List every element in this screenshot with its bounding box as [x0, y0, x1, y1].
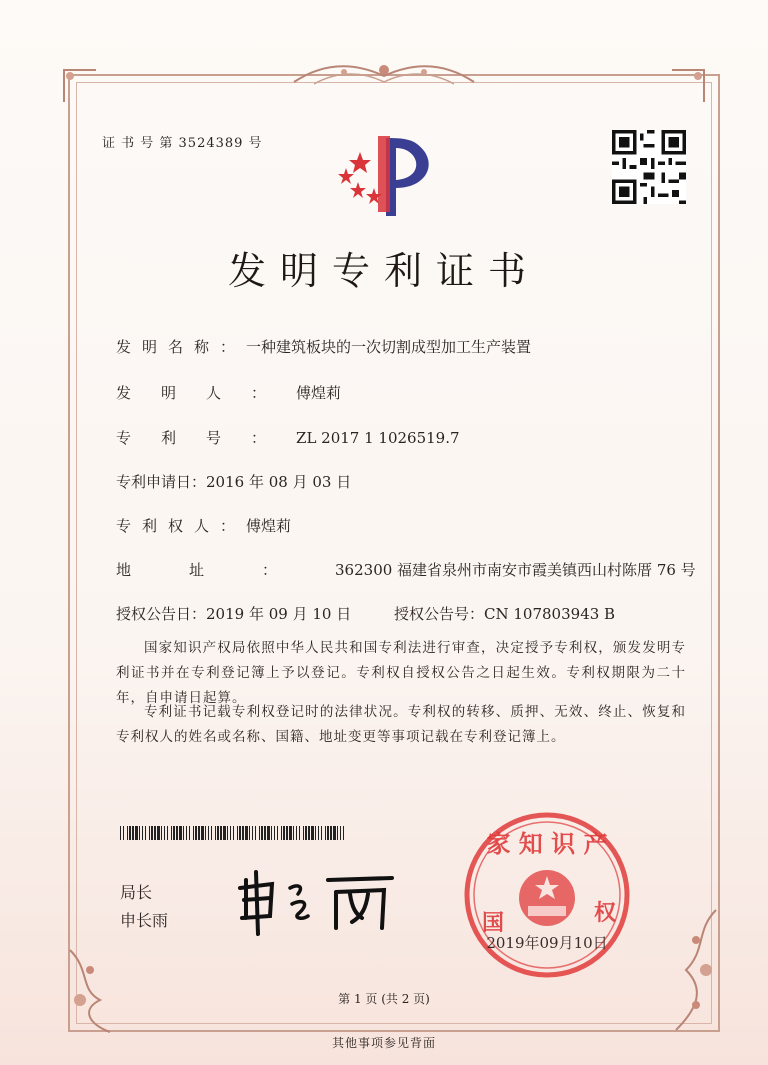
grant-date-row	[116, 603, 351, 624]
corner-ornament-icon	[60, 66, 100, 106]
director-title: 局长	[120, 883, 153, 902]
page-title: 发明专利证书	[227, 249, 540, 293]
legal-paragraph-2: 专利证书记载专利权登记时的法律状况。专利权的转移、质押、无效、终止、恢复和专利权人的姓名或名称、国籍、地址变更等事项记载在专利登记簿上。	[116, 704, 686, 745]
official-seal-icon	[462, 810, 632, 980]
barcode-icon	[120, 826, 346, 840]
top-ornament-icon	[284, 58, 484, 90]
patentee-value: 傅煌莉	[246, 517, 292, 535]
inventor-value: 傅煌莉	[296, 384, 342, 402]
address-value: 362300 福建省泉州市南安市霞美镇西山村陈厝 76 号	[335, 561, 696, 579]
inventor-row	[116, 382, 341, 403]
corner-ornament-icon	[668, 66, 708, 106]
address-label: 地址：	[116, 561, 336, 579]
invention-name-label: 发明名称：	[116, 338, 247, 356]
grant-date-value: 2019 年 09 月 10 日	[206, 605, 352, 623]
svg-text:家 知 识 产: 家 知 识 产	[486, 830, 608, 858]
certificate-number: 证 书 号 第 3524389 号	[102, 136, 263, 151]
svg-text:权: 权	[594, 901, 617, 926]
footer-note: 其他事项参见背面	[331, 1036, 436, 1050]
patent-number-label: 专利号：	[116, 429, 297, 447]
patentee-row	[116, 515, 291, 536]
page-number: 第 1 页 (共 2 页)	[338, 992, 430, 1006]
patent-office-logo-icon	[330, 128, 450, 224]
qr-code-icon	[612, 130, 686, 204]
application-date-row	[116, 471, 351, 492]
inventor-label: 发明人：	[116, 384, 297, 402]
patentee-label: 专利权人：	[116, 517, 247, 535]
grant-number-row	[394, 603, 615, 624]
application-date-label: 专利申请日：	[116, 473, 207, 491]
seal-date: 2019年09月10日	[486, 934, 608, 952]
patent-number-value: ZL 2017 1 1026519.7	[296, 429, 460, 447]
grant-date-label: 授权公告日：	[116, 605, 207, 623]
patent-number-row	[116, 427, 460, 448]
invention-name-value: 一种建筑板块的一次切割成型加工生产装置	[246, 338, 532, 356]
corner-ornament-icon	[666, 900, 726, 1040]
legal-paragraph-1: 国家知识产权局依照中华人民共和国专利法进行审查，决定授予专利权，颁发发明专利证书并在专利登记簿上予以登记。专利权自授权公告之日起生效。专利权期限为二十年，自申请日起算。	[116, 640, 686, 706]
invention-name-row	[116, 336, 531, 357]
grant-number-value: CN 107803943 B	[484, 605, 616, 623]
grant-number-label: 授权公告号：	[394, 605, 485, 623]
handwritten-signature-icon	[232, 858, 402, 938]
application-date-value: 2016 年 08 月 03 日	[206, 473, 352, 491]
address-row	[116, 559, 696, 580]
director-name: 申长雨	[120, 911, 169, 930]
svg-text:国: 国	[482, 911, 505, 936]
